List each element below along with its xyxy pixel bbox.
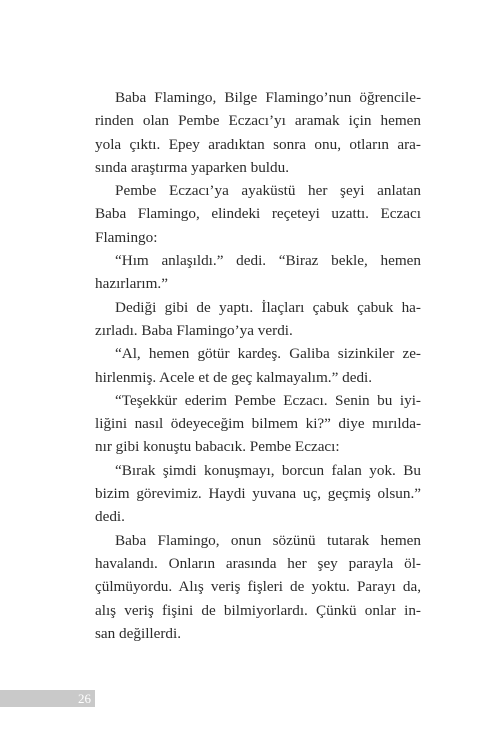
text-line: Baba Flamingo, onun sözünü tutarak hemen — [115, 531, 421, 549]
text-line: rinden olan Pembe Eczacı’yı aramak için hemen — [95, 112, 421, 130]
page-number: 26 — [78, 691, 91, 706]
paragraph — [95, 249, 421, 296]
text-line: “Bırak şimdi konuşmayı, borcun falan yok. Bu — [115, 461, 421, 479]
text-line: zırladı. Baba Flamingo’ya verdi. — [95, 321, 293, 339]
paragraph — [95, 389, 421, 459]
text-line: alış veriş fişini de bilmiyorlardı. Çünkü onlar in- — [95, 601, 421, 619]
text-line: Pembe Eczacı’ya ayaküstü her şeyi anlatan — [115, 182, 421, 200]
text-line: dedi. — [95, 508, 125, 526]
text-line: san değillerdi. — [95, 624, 182, 642]
text-line: Dediği gibi de yaptı. İlaçları çabuk çabuk ha- — [115, 298, 421, 316]
text-line: sında araştırma yaparken buldu. — [95, 158, 289, 176]
text-line: nır gibi konuştu babacık. Pembe Eczacı: — [95, 438, 340, 456]
text-line: “Teşekkür ederim Pembe Eczacı. Senin bu iyi- — [115, 391, 421, 409]
text-line: havalandı. Onların arasında her şey parayla öl- — [95, 554, 421, 572]
text-line: yola çıktı. Epey aradıktan sonra onu, otların ara- — [95, 135, 421, 153]
paragraph — [95, 179, 421, 249]
text-line: hazırlarım.” — [95, 275, 168, 293]
text-line: hirlenmiş. Acele et de geç kalmayalım.” dedi. — [95, 368, 373, 386]
text-line: bizim görevimiz. Haydi yuvana uç, geçmiş olsun.” — [95, 485, 421, 503]
text-line: çülmüyordu. Alış veriş fişleri de yoktu. Parayı da, — [95, 578, 421, 596]
page-number-bar — [0, 690, 95, 707]
text-line: Baba Flamingo, Bilge Flamingo’nun öğrencile- — [115, 89, 421, 106]
paragraph — [95, 459, 421, 529]
text-line: Flamingo: — [95, 228, 158, 246]
paragraph — [95, 86, 421, 179]
text-line: “Hım anlaşıldı.” dedi. “Biraz bekle, hemen — [115, 252, 421, 270]
text-line: Baba Flamingo, elindeki reçeteyi uzattı. Eczacı — [95, 205, 421, 223]
text-line: liğini nasıl ödeyeceğim bilmem ki?” diye mırılda- — [95, 415, 421, 433]
paragraph — [95, 296, 421, 343]
body-text — [95, 86, 421, 645]
paragraph — [95, 529, 421, 645]
text-line: “Al, hemen götür kardeş. Galiba sizinkiler ze- — [115, 345, 421, 363]
paragraph — [95, 342, 421, 389]
